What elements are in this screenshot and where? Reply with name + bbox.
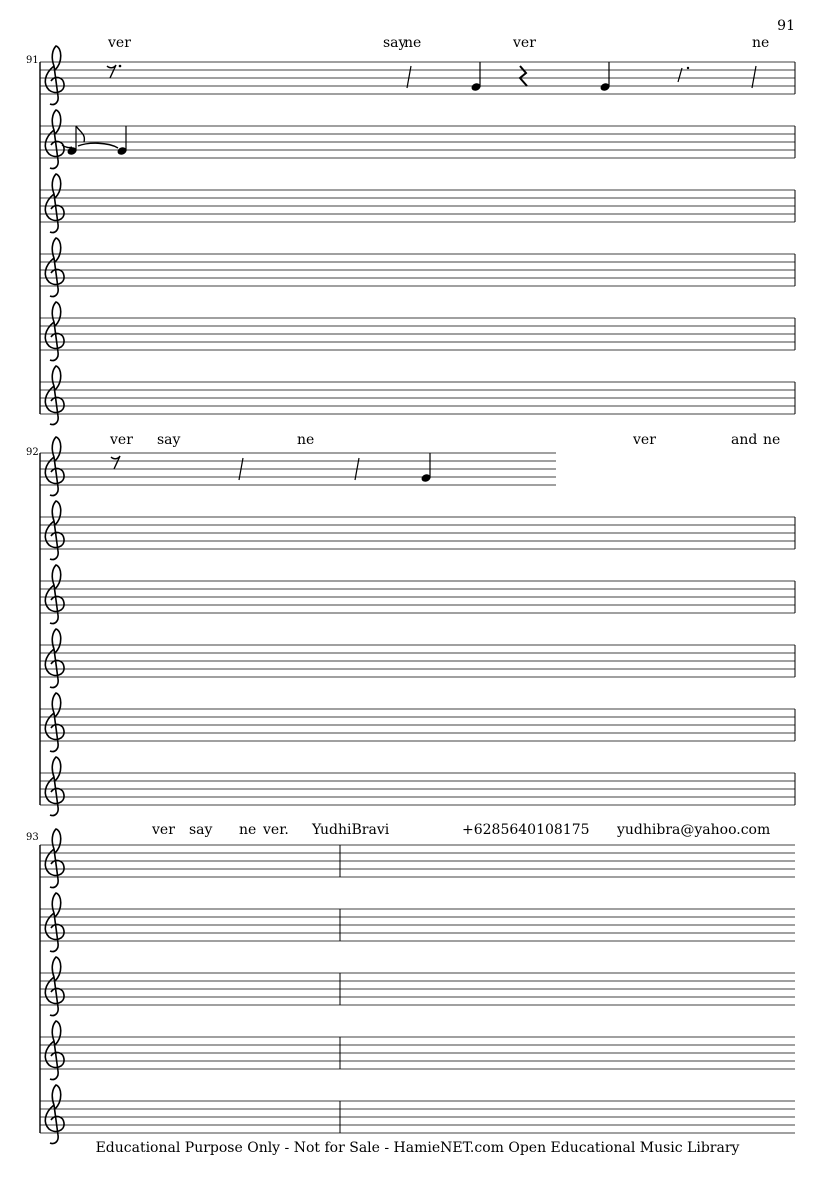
notes-system-1-staff-1	[107, 62, 756, 92]
treble-clef-icon	[45, 829, 64, 888]
lyrics-system-1	[107, 35, 769, 51]
footer-notice: Educational Purpose Only - Not for Sale - HamieNET.com Open Educational Music Library	[95, 1140, 740, 1156]
system-1	[40, 46, 795, 425]
treble-clef-icon	[45, 437, 64, 496]
rest-64th	[752, 66, 756, 88]
lyric: ver	[513, 35, 536, 51]
system-2	[40, 437, 795, 816]
eighth-rest	[107, 65, 116, 78]
lyric: ne	[763, 432, 781, 448]
lyric: +6285640108175	[462, 822, 590, 838]
rest-dot	[687, 67, 689, 69]
quarter-rest	[520, 66, 527, 86]
lyric: ver	[110, 432, 133, 448]
treble-clef-icon	[45, 366, 64, 425]
notes-system-1-staff-2	[62, 126, 128, 156]
tie	[62, 143, 118, 148]
lyric: and	[731, 432, 758, 448]
treble-clef-icon	[45, 893, 64, 952]
lyric: say	[189, 822, 213, 838]
treble-clef-icon	[45, 693, 64, 752]
lyric: ver	[633, 432, 656, 448]
treble-clef-icon	[45, 110, 64, 169]
treble-clef-icon	[45, 1085, 64, 1144]
lyric: ver	[108, 35, 131, 51]
treble-clef-icon	[45, 757, 64, 816]
treble-clef-icon	[45, 1021, 64, 1080]
lyrics-system-3	[151, 822, 770, 838]
lyric: ne	[297, 432, 315, 448]
lyric: say	[157, 432, 181, 448]
notes-system-2-staff-1	[111, 453, 432, 483]
measure-number-91: 91	[26, 55, 39, 66]
measure-number-93: 93	[26, 832, 39, 843]
treble-clef-icon	[45, 302, 64, 361]
treble-clef-icon	[45, 629, 64, 688]
lyric: ne	[752, 35, 770, 51]
lyrics-system-2	[109, 432, 780, 448]
lyric: say	[383, 35, 407, 51]
treble-clef-icon	[45, 174, 64, 233]
page-number: 91	[777, 18, 795, 34]
treble-clef-icon	[45, 501, 64, 560]
rest-dot	[119, 65, 122, 68]
lyric: ver.	[263, 822, 289, 838]
treble-clef-icon	[45, 46, 64, 105]
lyric: YudhiBravi	[312, 822, 390, 838]
rest-64th	[407, 66, 411, 88]
treble-clef-icon	[45, 957, 64, 1016]
lyric: ne	[404, 35, 422, 51]
lyric: ne	[239, 822, 257, 838]
lyric: ver	[152, 822, 175, 838]
treble-clef-icon	[45, 238, 64, 297]
system-3	[40, 829, 795, 1144]
measure-number-92: 92	[26, 447, 39, 458]
lyric: yudhibra@yahoo.com	[617, 822, 771, 838]
eighth-rest	[111, 456, 120, 469]
treble-clef-icon	[45, 565, 64, 624]
